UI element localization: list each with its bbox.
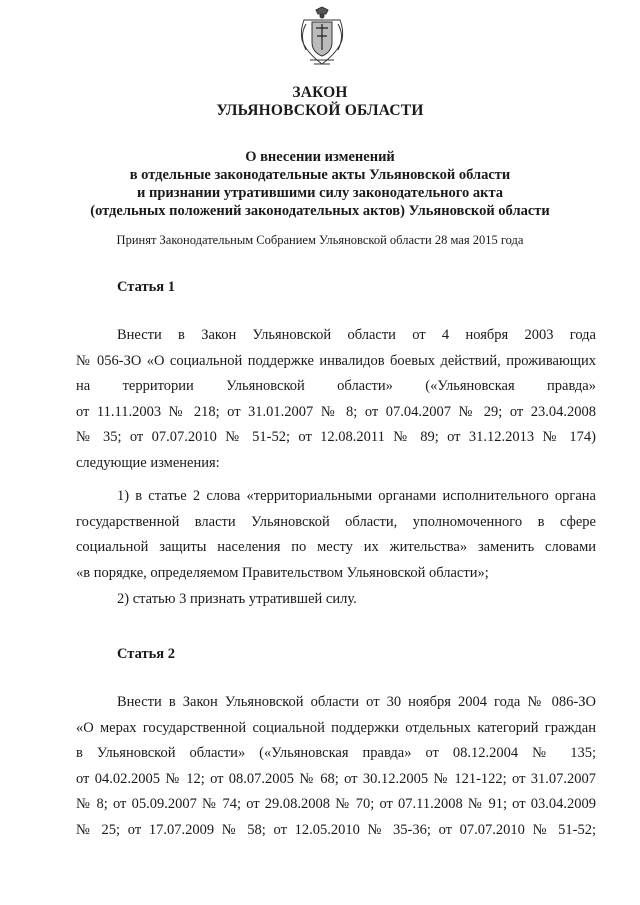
coat-of-arms-emblem: [296, 6, 348, 70]
article-1-heading: Статья 1: [117, 279, 175, 295]
item-2-line-1: 2) статью 3 признать утратившей силу.: [117, 591, 357, 607]
header-line-1: ЗАКОН: [292, 84, 348, 101]
article-2-line-6: № 25; от 17.07.2009 № 58; от 12.05.2010 № 35-36; от 07.07.2010 № 51-52;: [76, 821, 596, 838]
article-2-line-3: в Ульяновской области» («Ульяновская правда» от 08.12.2004 № 135;: [76, 745, 596, 762]
article-1-intro: [76, 323, 596, 477]
article-1-item-2: [76, 587, 596, 613]
title-line-3: и признании утратившими силу законодательного акта: [136, 185, 504, 201]
title-line-2: в отдельные законодательные акты Ульяновской области: [129, 167, 511, 183]
article-2-line-2: «О мерах государственной социальной поддержки отдельных категорий граждан: [76, 719, 596, 736]
article-2-line-4: от 04.02.2005 № 12; от 08.07.2005 № 68; от 30.12.2005 № 121-122; от 31.07.2007: [76, 770, 596, 787]
coat-of-arms-icon: [296, 6, 348, 70]
article-2-intro: [76, 690, 596, 844]
article-1-line-6: следующие изменения:: [76, 454, 220, 471]
article-2-heading: Статья 2: [117, 646, 175, 662]
item-1-line-4: «в порядке, определяемом Правительством Ульяновской области»;: [76, 564, 489, 581]
title-line-4: (отдельных положений законодательных актов) Ульяновской области: [90, 203, 550, 219]
article-1-item-1: [76, 484, 596, 586]
article-1-line-4: от 11.11.2003 № 218; от 31.01.2007 № 8; от 07.04.2007 № 29; от 23.04.2008: [76, 403, 596, 420]
article-1-line-3: на территории Ульяновской области» («Ульяновская правда»: [76, 378, 596, 395]
item-1-line-1: 1) в статье 2 слова «территориальными органами исполнительного органа: [117, 488, 596, 504]
item-1-line-3: социальной защиты населения по месту их жительства» заменить словами: [76, 539, 596, 556]
article-1-line-2: № 056-ЗО «О социальной поддержке инвалидов боевых действий, проживающих: [76, 352, 596, 369]
article-2-line-5: № 8; от 05.09.2007 № 74; от 29.08.2008 № 70; от 07.11.2008 № 91; от 03.04.2009: [76, 796, 596, 813]
adoption-note: Принят Законодательным Собранием Ульяновской области 28 мая 2015 года: [116, 233, 524, 247]
law-title: [0, 148, 640, 220]
header-line-2: УЛЬЯНОВСКОЙ ОБЛАСТИ: [216, 102, 424, 119]
article-1-line-5: № 35; от 07.07.2010 № 51-52; от 12.08.2011 № 89; от 31.12.2013 № 174): [76, 429, 596, 446]
title-line-1: О внесении изменений: [245, 149, 395, 165]
item-1-line-2: государственной власти Ульяновской области, уполномоченного в сфере: [76, 513, 596, 530]
article-1-line-1: Внести в Закон Ульяновской области от 4 ноября 2003 года: [117, 327, 596, 343]
article-2-line-1: Внести в Закон Ульяновской области от 30 ноября 2004 года № 086-ЗО: [117, 694, 596, 710]
law-header: [0, 84, 640, 120]
